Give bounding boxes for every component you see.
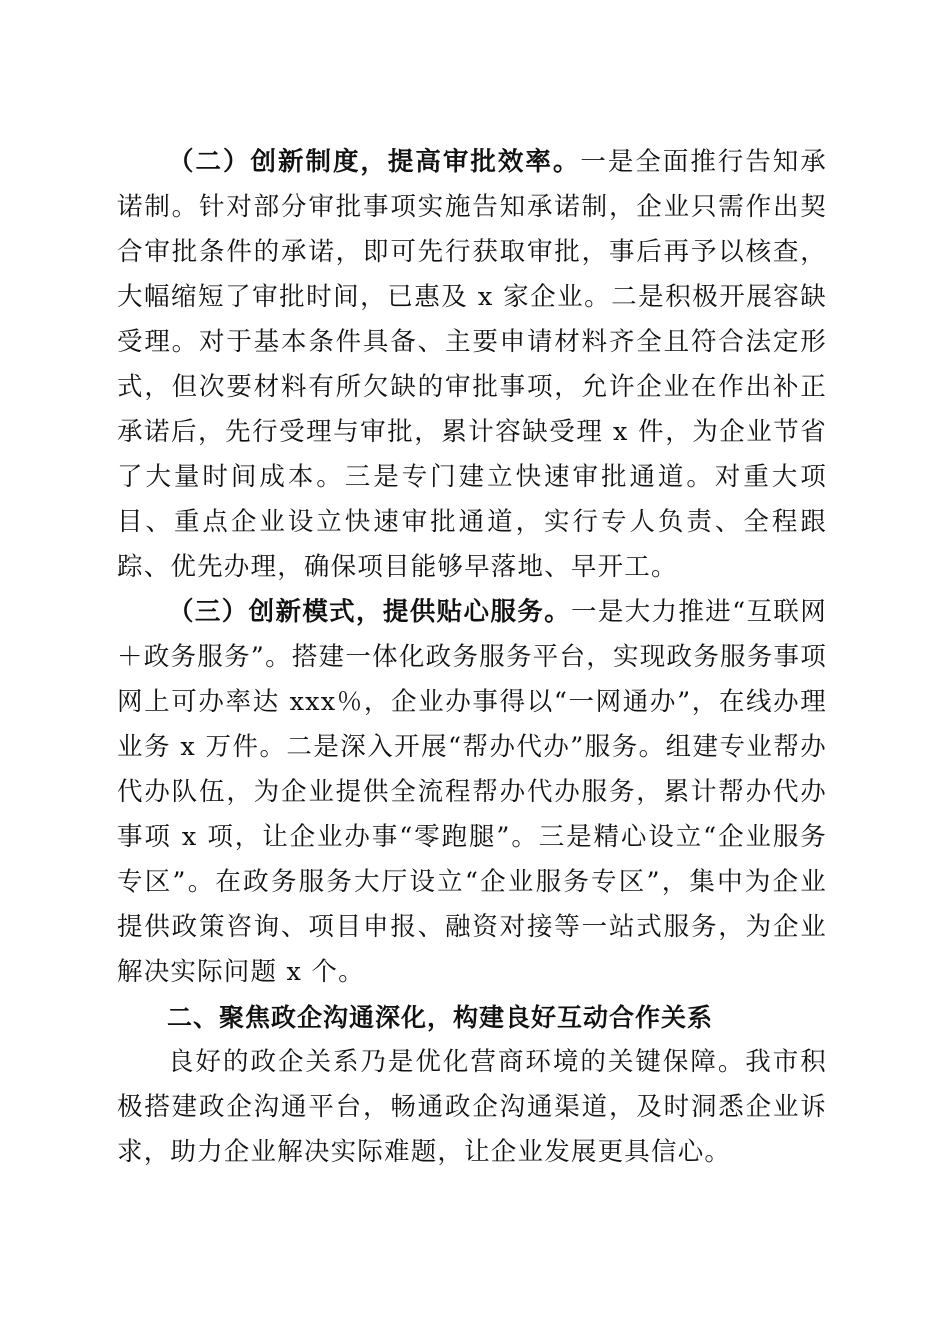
paragraph-lead-innovate-model: （三）创新模式，提供贴心服务。 — [168, 597, 571, 627]
paragraph-text-innovate-model: 一是大力推进“互联网＋政务服务”。搭建一体化政务服务平台，实现政务服务事项网上可办率达 xxx％，企业办事得以“一网通办”，在线办理业务 x 万件。二是深入开展“帮办代办”服务。组建专业帮办代办队伍，为企业提供全流程帮办代办服务，累计帮办代办事项 x 项，让企业办事“零跑腿”。三是精心设立“企业服务专区”。在政务服务大厅设立“企业服务专区”，集中为企业提供政策咨询、项目申报、融资对接等一站式服务，为企业解决实际问题 x 个。 — [117, 597, 827, 987]
paragraph-innovate-model — [117, 590, 827, 995]
paragraph-lead-innovate-system: （二）创新制度，提高审批效率。 — [168, 147, 581, 177]
document-body — [117, 140, 827, 1175]
paragraph-gov-enterprise-intro: 良好的政企关系乃是优化营商环境的关键保障。我市积极搭建政企沟通平台，畅通政企沟通渠道，及时洞悉企业诉求，助力企业解决实际难题，让企业发展更具信心。 — [117, 1047, 827, 1167]
paragraph-text-innovate-system: 一是全面推行告知承诺制。针对部分审批事项实施告知承诺制，企业只需作出契合审批条件的承诺，即可先行获取审批，事后再予以核查，大幅缩短了审批时间，已惠及 x 家企业。二是积极开展容缺受理。对于基本条件具备、主要申请材料齐全且符合法定形式，但次要材料有所欠缺的审批事项，允许企业在作出补正承诺后，先行受理与审批，累计容缺受理 x 件，为企业节省了大量时间成本。三是专门建立快速审批通道。对重大项目、重点企业设立快速审批通道，实行专人负责、全程跟踪、优先办理，确保项目能够早落地、早开工。 — [117, 147, 827, 582]
section-heading-gov-enterprise: 二、聚焦政企沟通深化，构建良好互动合作关系 — [167, 1003, 714, 1032]
paragraph-innovate-system — [117, 140, 827, 590]
